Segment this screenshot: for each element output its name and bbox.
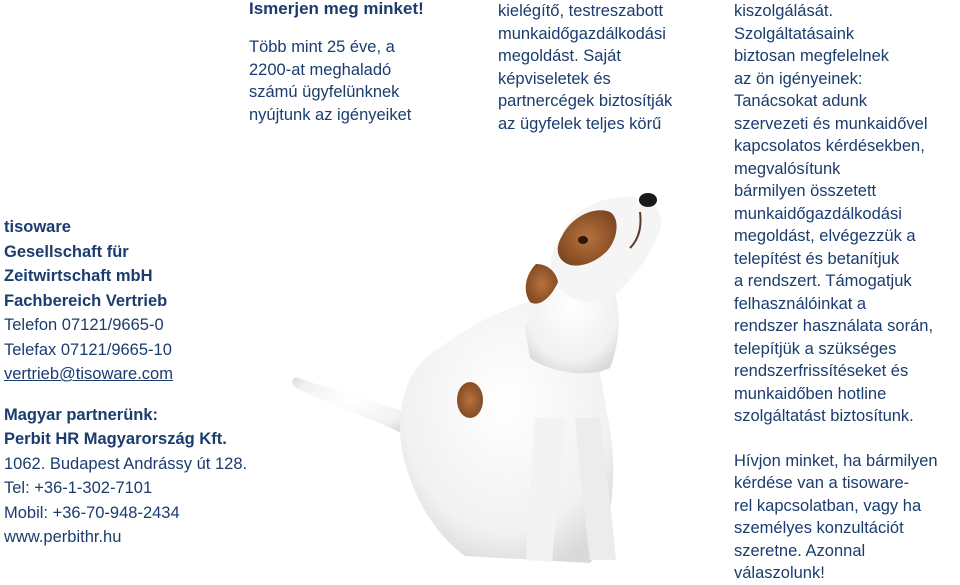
fax-number: Telefax 07121/9665-10 [4,340,172,359]
partner-heading: Magyar partnerünk: [4,405,159,424]
text-line: rendszer használata során, [734,317,934,335]
text-line: szervezeti és munkaidővel [734,114,928,133]
phone-number: Telefon 07121/9665-0 [4,316,164,334]
text-line: rendszerfrissítéseket és [734,362,909,380]
text-line: személyes konzultációt [734,519,904,537]
call-to-action-paragraph [734,450,960,585]
text-line: Több mint 25 éve, a [249,38,395,56]
text-line: felhasználóinkat a [734,294,867,313]
text-line: megvalósítunk [734,159,841,178]
text-line: munkaidőgazdálkodási [498,24,666,43]
services-paragraph [734,0,960,428]
dog-eye [578,236,588,244]
dog-nose [639,193,657,207]
spacer [4,387,244,403]
text-line: szeretne. Azonnal [734,541,866,560]
text-line: kielégítő, testreszabott [498,2,664,20]
contact-block [4,215,248,550]
text-line: 2200-at meghaladó [249,60,392,79]
text-line: számú ügyfelünknek [249,83,400,101]
company-line: Fachbereich Vertrieb [4,291,168,310]
company-line: Gesellschaft für [4,242,129,261]
text-line: a rendszert. Támogatjuk [734,272,912,290]
text-line: az ügyfelek teljes körű [498,114,662,133]
dog-illustration [290,178,670,570]
text-line: kérdése van a tisoware- [734,474,910,492]
partner-name: Perbit HR Magyarország Kft. [4,430,227,448]
text-line: bármilyen összetett [734,182,877,200]
text-line: biztosan megfelelnek [734,47,890,65]
email-link[interactable]: vertrieb@tisoware.com [4,365,173,383]
text-line: partnercégek biztosítják [498,92,673,110]
text-line: kapcsolatos kérdésekben, [734,137,925,155]
text-line: kiszolgálását. [734,2,834,20]
company-line: tisoware [4,218,71,236]
text-line: nyújtunk az igényeiket [249,105,412,124]
intro-column [249,0,479,126]
section-heading: Ismerjen meg minket! [249,0,424,18]
text-line: telepítést és betanítjuk [734,249,900,268]
text-line: Szolgáltatásaink [734,24,855,43]
partner-mobile: Mobil: +36-70-948-2434 [4,503,180,522]
body-column-3 [734,0,960,585]
dog-back-patch [457,382,483,418]
text-line: rel kapcsolatban, vagy ha [734,496,922,515]
text-line: képviseletek és [498,69,611,88]
text-line: az ön igényeinek: [734,69,863,88]
dog-tail [292,378,410,436]
text-line: szolgáltatást biztosítunk. [734,407,914,425]
text-line: megoldást. Saját [498,47,621,65]
partner-phone: Tel: +36-1-302-7101 [4,479,153,497]
text-line: telepítjük a szükséges [734,339,897,358]
company-line: Zeitwirtschaft mbH [4,267,153,285]
text-line: Tanácsokat adunk [734,92,868,110]
body-column-2 [498,0,723,135]
text-line: megoldást, elvégezzük a [734,227,916,245]
partner-address: 1062. Budapest Andrássy út 128. [4,454,248,473]
text-line: munkaidőben hotline [734,384,887,403]
text-line: munkaidőgazdálkodási [734,204,902,223]
text-line: válaszolunk! [734,564,825,582]
partner-website-link[interactable]: www.perbithr.hu [4,528,122,546]
text-line: Hívjon minket, ha bármilyen [734,451,938,470]
